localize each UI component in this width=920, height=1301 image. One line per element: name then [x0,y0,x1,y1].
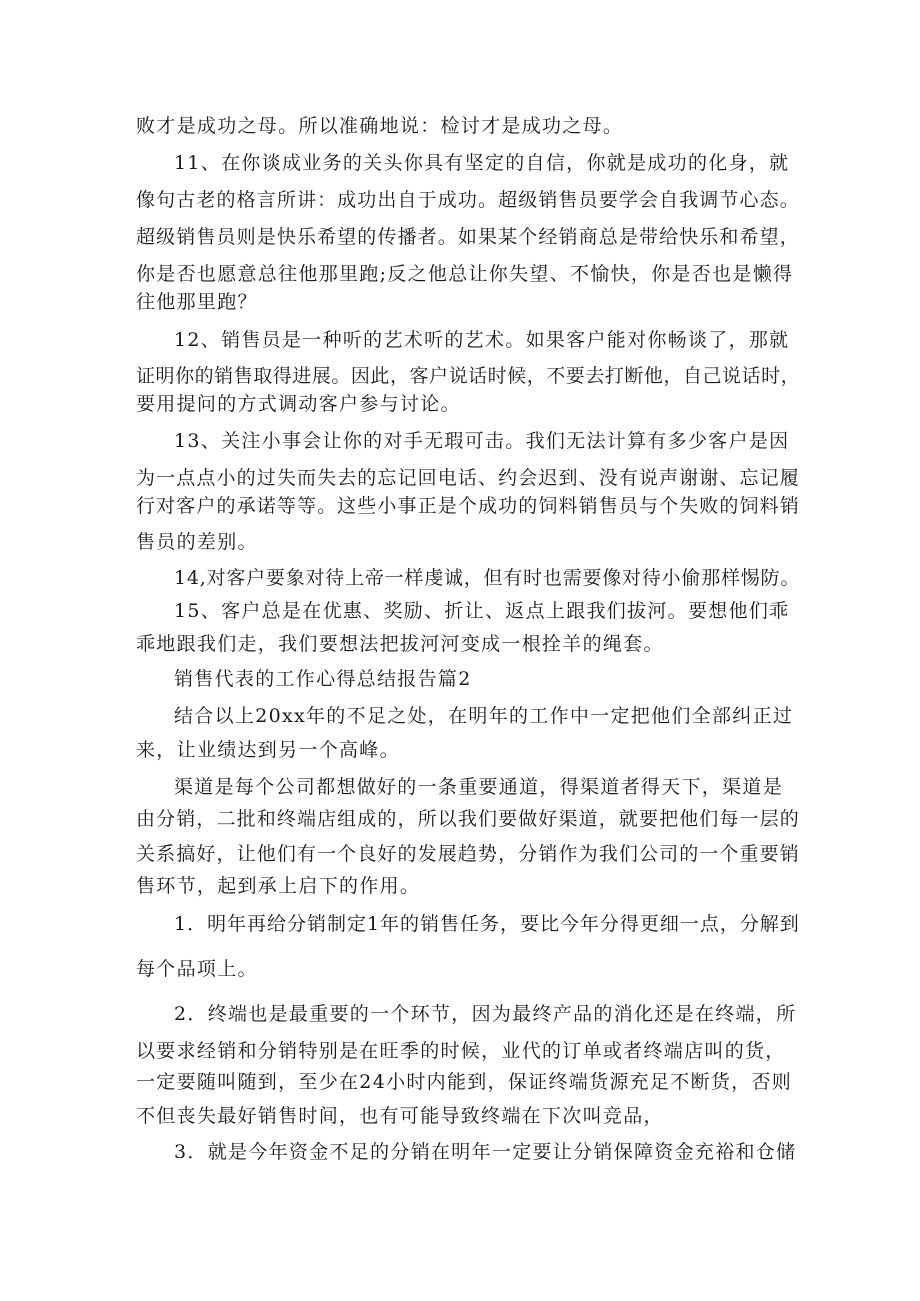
text-line: 来，让业绩达到另一个高峰。 [136,739,400,761]
text-line: 13、关注小事会让你的对手无瑕可击。我们无法计算有多少客户是因 [174,430,790,452]
text-line: 15、客户总是在优惠、奖励、折让、返点上跟我们拔河。要想他们乖 [174,600,790,622]
text-line: 行对客户的承诺等等。这些小事正是个成功的饲料销售员与个失败的饲料销 [136,495,800,517]
text-line: 证明你的销售取得进展。因此，客户说话时候，不要去打断他，自己说话时， [136,365,801,387]
text-line: 不但丧失最好销售时间，也有可能导致终端在下次叫竞品， [136,1105,664,1127]
text-line: 为一点点小的过失而失去的忘记回电话、约会迟到、没有说声谢谢、忘记履 [136,467,800,489]
section-heading: 销售代表的工作心得总结报告篇2 [174,668,472,690]
text-line: 像句古老的格言所讲：成功出自于成功。超级销售员要学会自我调节心态。 [136,189,800,211]
text-line: 结合以上20xx年的不足之处，在明年的工作中一定把他们全部纠正过 [174,705,794,727]
text-line: 败才是成功之母。所以准确地说：检讨才是成功之母。 [136,115,624,137]
text-line: 2．终端也是最重要的一个环节，因为最终产品的消化还是在终端，所 [174,1003,797,1025]
text-line: 3．就是今年资金不足的分销在明年一定要让分销保障资金充裕和仓储 [174,1141,797,1163]
text-line: 往他那里跑？ [136,291,258,313]
text-line: 售员的差别。 [136,531,258,553]
text-line: 渠道是每个公司都想做好的一条重要通道，得渠道者得天下，渠道是 [174,776,784,798]
text-line: 乖地跟我们走，我们要想法把拔河河变成一根拴羊的绳套。 [136,633,664,655]
text-line: 售环节，起到承上启下的作用。 [136,875,421,897]
text-line: 1．明年再给分销制定1年的销售任务，要比今年分得更细一点，分解到 [174,913,800,935]
text-line: 由分销，二批和终端店组成的，所以我们要做好渠道，就要把他们每一层的 [136,808,800,830]
text-line: 关系搞好，让他们有一个良好的发展趋势，分销作为我们公司的一个重要销 [136,843,800,865]
text-line: 你是否也愿意总往他那里跑;反之他总让你失望、不愉快，你是否也是懒得 [136,263,794,285]
text-line: 一定要随叫随到，至少在24小时内能到，保证终端货源充足不断货，否则 [136,1071,793,1093]
text-line: 14,对客户要象对待上帝一样虔诚，但有时也需要像对待小偷那样惕防。 [174,567,801,589]
text-line: 要用提问的方式调动客户参与讨论。 [136,393,461,415]
text-line: 超级销售员则是快乐希望的传播者。如果某个经销商总是带给快乐和希望， [136,226,800,248]
text-line: 11、在你谈成业务的关头你具有坚定的自信，你就是成功的化身，就 [174,152,790,174]
text-line: 以要求经销和分销特别是在旺季的时候，业代的订单或者终端店叫的货， [136,1040,786,1062]
text-line: 每个品项上。 [136,958,258,980]
text-line: 12、销售员是一种听的艺术听的艺术。如果客户能对你畅谈了，那就 [174,329,790,351]
